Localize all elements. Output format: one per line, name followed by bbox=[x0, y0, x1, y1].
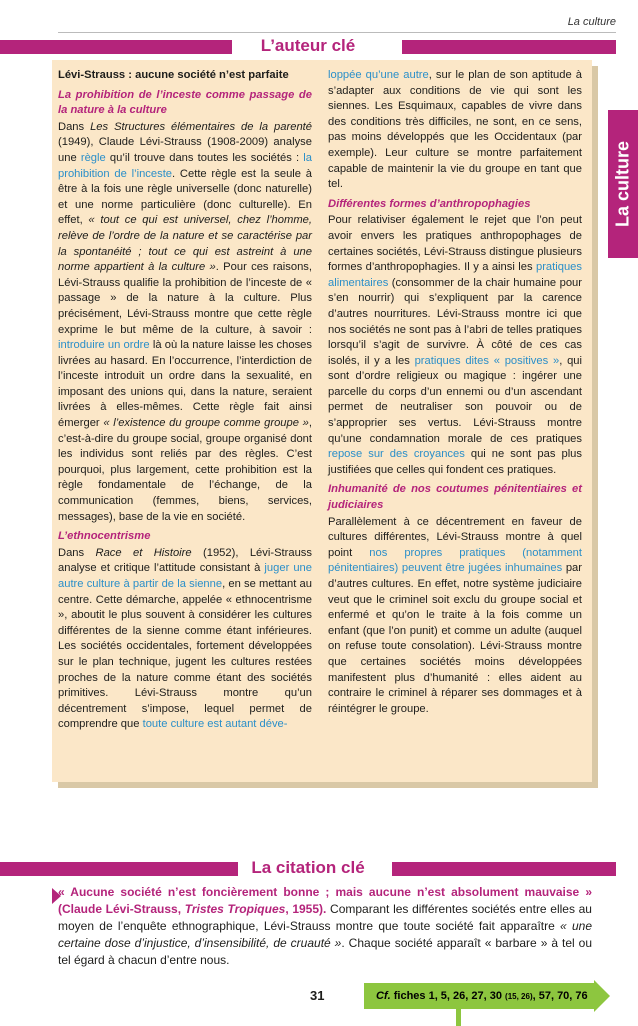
quote-block: « Aucune société n’est foncièrement bonne ; mais aucune n’est absolument mauvaise » (Claude Lévi-Strauss, Tristes Tropiques, 1955). Comparant les différentes sociétés entre elles au moyen de l’enquête ethnographique, Lévi-Strauss montre que toute société fait apparaître « une certaine dose d’injustice, d’insensibilité, de cruauté ». Chaque société apparaît « barbare » à tel ou tel égard à chacun d’entre nous. bbox=[58, 885, 593, 967]
box-heading: Lévi-Strauss : aucune société n’est parfaite bbox=[58, 69, 289, 81]
left-column bbox=[58, 68, 312, 734]
page-number: 31 bbox=[310, 988, 325, 1003]
subheading-anthropophagies: Différentes formes d’anthropophagies bbox=[328, 197, 531, 210]
paragraph-inceste: Dans Les Structures élémentaires de la parenté (1949), Claude Lévi-Strauss (1908-2009) analyse une règle qu’il trouve dans toutes les sociétés : la prohibition de l’inceste. Cette règle est la seule à être à la fois une règle universelle (donc naturelle) et une norme particulière (donc culturelle). En effet, « tout ce qui est universel, chez l’homme, relève de l’ordre de la nature et se caractérise par la spontanéité ; tout ce qui est astreint à une norme appartient à la culture ». Pour ces raisons, Lévi-Strauss qualifie la prohibition de l’inceste de « passage » de la nature à la culture. Plus précisément, Lévi-Strauss montre que cette règle exprime le but même de la culture, à savoir : introduire un ordre là où la nature laisse les choses livrées au hasard. En l’occurrence, l’interdiction de l’inceste introduit un ordre dans la sexualité, en imposant des unions qui, dans la nature, seraient livrées à elles-mêmes. Cette règle fait ainsi émerger « l’existence du groupe comme groupe », c’est-à-dire du groupe social, groupe organisé dont les individus sont reliés par des règles. C’est pourquoi, plus largement, cette prohibition est la règle fondamentale de l’échange, de la communication (femmes, biens, services, messages), base de la vie en société. bbox=[58, 120, 312, 523]
quote-section-title-text: La citation clé bbox=[245, 858, 370, 877]
subheading-penitentiaires: Inhumanité de nos coutumes pénitentiaires et judiciaires bbox=[328, 483, 582, 512]
subheading-ethnocentrisme: L’ethnocentrisme bbox=[58, 530, 151, 543]
section-title bbox=[0, 36, 616, 60]
footer-green-bar bbox=[456, 1009, 461, 1026]
right-column bbox=[328, 68, 582, 718]
paragraph-ethnocentrisme: Dans Race et Histoire (1952), Lévi-Strauss analyse et critique l’attitude consistant à juger une autre culture à partir de la sienne, en se mettant au centre. Cette démarche, appelée « ethnocentrisme », aboutit le plus souvent à considérer les cultures différentes de la sienne comme étant inférieures. Les sociétés occidentales, fortement développées sur le plan technique, jugent les cultures restées proches de la nature comme étant des sociétés primitives. Lévi-Strauss montre qu’un décentrement s’impose, lequel permet de comprendre que toute culture est autant déve- bbox=[58, 546, 312, 731]
quote-bar-right bbox=[392, 862, 616, 876]
subheading-inceste: La prohibition de l’inceste comme passage de la nature à la culture bbox=[58, 88, 312, 117]
title-bar-left bbox=[0, 40, 232, 54]
quote: « Aucune société n’est foncièrement bonne ; mais aucune n’est absolument mauvaise » (Claude Lévi-Strauss, Tristes Tropiques, 1955). bbox=[58, 885, 592, 916]
section-title-text: L’auteur clé bbox=[255, 36, 361, 55]
quote-section-title bbox=[0, 858, 616, 882]
arrow-right-icon bbox=[594, 980, 610, 1012]
cross-reference[interactable]: Cf. fiches 1, 5, 26, 27, 30 (15, 26), 57, 70, 76 bbox=[364, 983, 594, 1009]
running-head: La culture bbox=[567, 16, 616, 28]
paragraph-penitentiaires: Parallèlement à ce décentrement en faveur de cultures différentes, Lévi-Strauss montre à quel point nos propres pratiques (notamment pénitentiaires) peuvent être jugées inhumaines par d’autres cultures. En effet, notre système judiciaire veut que le criminel soit exclu du groupe social et enfermé et qu’on le traite à la fois comme un enfant (que l’on punit) et comme un adulte (auquel on refuse toute consolation). Lévi-Strauss montre que certaines sociétés moins développées manifestent plus d’humanité : elles aident au contraire le criminel à réparer ses dommages et à réintégrer le groupe. bbox=[328, 515, 582, 715]
header-rule bbox=[58, 32, 616, 33]
quote-bar-left bbox=[0, 862, 238, 876]
paragraph-anthropophagies: Pour relativiser également le rejet que l’on peut avoir envers les pratiques anthropophages de certaines sociétés, Lévi-Strauss distingue plusieurs formes d’anthropophagies. Il y a ainsi les pratiques alimentaires (consommer de la chair humaine pour s’en nourrir) qui s’expliquent par la carence d’autres nourritures. Lévi-Strauss montre ici que nos sociétés ne sont pas à l’abri de telles pratiques lorsqu’il s’agit de survivre. À côté de ces cas isolés, il y a les pratiques dites « positives », qui sont d’ordre religieux ou magique : ingérer une parcelle du corps d’un ennemi ou d’un ascendant permet de neutraliser son pouvoir ou de s’approprier ses vertus. Lévi-Strauss montre qu’une condamnation morale de ces pratiques repose sur des croyances qui ne sont pas plus justifiées que celles qui fondent ces pratiques. bbox=[328, 214, 582, 476]
side-tab-label: La culture bbox=[612, 140, 633, 228]
box-shadow bbox=[592, 66, 598, 788]
title-bar-right bbox=[402, 40, 616, 54]
side-tab bbox=[608, 110, 638, 258]
paragraph-continued: loppée qu’une autre, sur le plan de son aptitude à s’adapter aux conditions de vie qui sont les siennes. Les Esquimaux, capables de vivre dans des conditions très difficiles, ne sont, en ce sens, pas moins développés que les Occidentaux (par exemple). Leur culture se montre parfaitement capable de maintenir la vie du groupe en tant que tel. bbox=[328, 69, 582, 191]
author-box bbox=[52, 60, 592, 782]
box-shadow-bottom bbox=[58, 782, 598, 788]
